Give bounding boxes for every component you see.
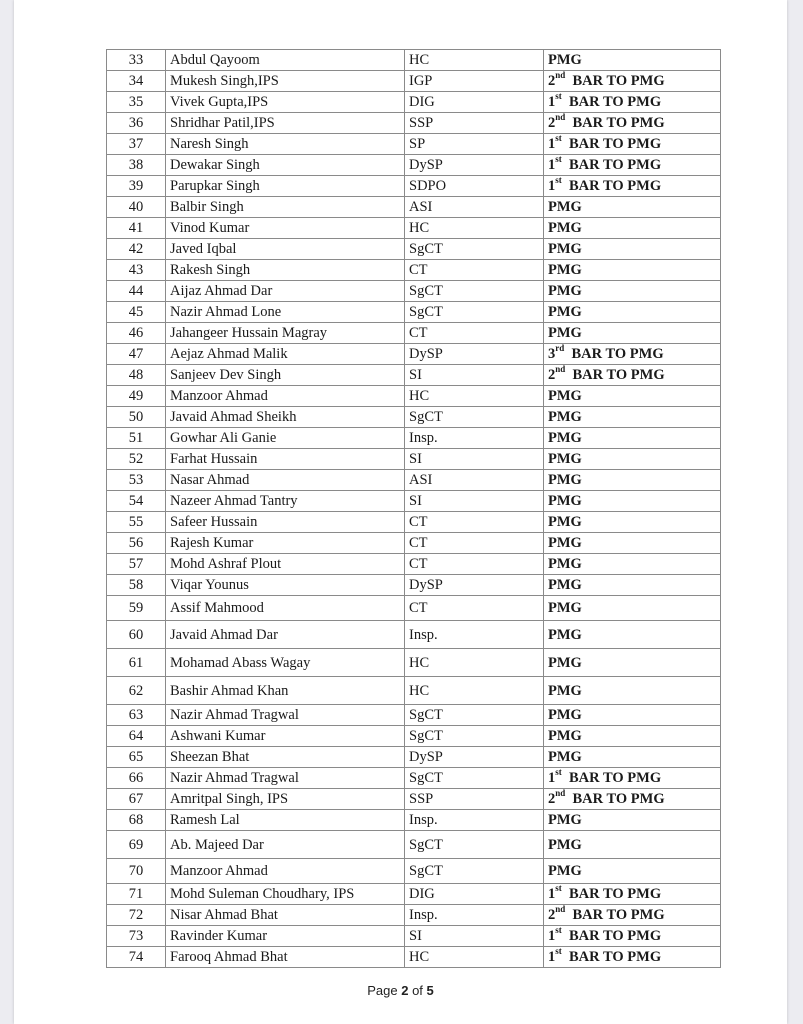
award-text: PMG — [548, 472, 582, 488]
rank-cell: Insp. — [405, 810, 544, 831]
award-text: BAR TO PMG — [569, 949, 662, 965]
name-cell: Bashir Ahmad Khan — [166, 677, 405, 705]
table-row — [107, 554, 721, 575]
serial-number-cell: 68 — [107, 810, 166, 831]
award-text: BAR TO PMG — [569, 770, 662, 786]
table-row — [107, 218, 721, 239]
serial-number-cell: 66 — [107, 768, 166, 789]
name-cell: Vivek Gupta,IPS — [166, 92, 405, 113]
award-cell — [544, 947, 721, 968]
serial-number-cell: 69 — [107, 831, 166, 859]
serial-number-cell: 35 — [107, 92, 166, 113]
award-text: PMG — [548, 493, 582, 509]
rank-cell: SSP — [405, 789, 544, 810]
award-cell — [544, 197, 721, 218]
rank-cell: Insp. — [405, 428, 544, 449]
table-row — [107, 155, 721, 176]
rank-cell: Insp. — [405, 905, 544, 926]
name-cell: Ramesh Lal — [166, 810, 405, 831]
rank-cell: SgCT — [405, 859, 544, 884]
rank-cell: CT — [405, 533, 544, 554]
award-cell — [544, 302, 721, 323]
table-row — [107, 176, 721, 197]
award-text: PMG — [548, 749, 582, 765]
award-text: BAR TO PMG — [569, 928, 662, 944]
serial-number-cell: 72 — [107, 905, 166, 926]
ordinal-suffix: nd — [555, 904, 566, 915]
name-cell: Vinod Kumar — [166, 218, 405, 239]
award-text: PMG — [548, 514, 582, 530]
rank-cell: HC — [405, 677, 544, 705]
serial-number-cell: 53 — [107, 470, 166, 491]
ordinal-number: 1 — [548, 928, 556, 944]
ordinal-number: 2 — [548, 73, 556, 89]
award-cell — [544, 470, 721, 491]
name-cell: Aejaz Ahmad Malik — [166, 344, 405, 365]
award-cell — [544, 428, 721, 449]
page-number — [14, 983, 787, 998]
rank-cell: DIG — [405, 884, 544, 905]
rank-cell: IGP — [405, 71, 544, 92]
table-row — [107, 92, 721, 113]
name-cell: Nazir Ahmad Tragwal — [166, 768, 405, 789]
serial-number-cell: 57 — [107, 554, 166, 575]
name-cell: Dewakar Singh — [166, 155, 405, 176]
table-row — [107, 905, 721, 926]
ordinal-suffix: st — [555, 175, 562, 186]
rank-cell: HC — [405, 386, 544, 407]
table-row — [107, 747, 721, 768]
name-cell: Mohamad Abass Wagay — [166, 649, 405, 677]
name-cell: Ravinder Kumar — [166, 926, 405, 947]
award-cell — [544, 621, 721, 649]
name-cell: Farooq Ahmad Bhat — [166, 947, 405, 968]
serial-number-cell: 48 — [107, 365, 166, 386]
award-cell — [544, 176, 721, 197]
award-text: BAR TO PMG — [572, 115, 665, 131]
rank-cell: DySP — [405, 747, 544, 768]
award-cell — [544, 50, 721, 71]
award-text: PMG — [548, 626, 582, 643]
page-of: of — [412, 983, 423, 998]
award-text: BAR TO PMG — [572, 73, 665, 89]
rank-cell: HC — [405, 50, 544, 71]
table-row — [107, 428, 721, 449]
award-text: PMG — [548, 52, 582, 68]
table-row — [107, 768, 721, 789]
rank-cell: SgCT — [405, 407, 544, 428]
rank-cell: SP — [405, 134, 544, 155]
serial-number-cell: 49 — [107, 386, 166, 407]
name-cell: Nasar Ahmad — [166, 470, 405, 491]
table-row — [107, 449, 721, 470]
award-cell — [544, 789, 721, 810]
award-text: BAR TO PMG — [569, 886, 662, 902]
rank-cell: DySP — [405, 575, 544, 596]
name-cell: Javaid Ahmad Dar — [166, 621, 405, 649]
name-cell: Javaid Ahmad Sheikh — [166, 407, 405, 428]
serial-number-cell: 65 — [107, 747, 166, 768]
name-cell: Assif Mahmood — [166, 596, 405, 621]
rank-cell: SgCT — [405, 726, 544, 747]
award-cell — [544, 831, 721, 859]
rank-cell: SgCT — [405, 831, 544, 859]
serial-number-cell: 39 — [107, 176, 166, 197]
serial-number-cell: 63 — [107, 705, 166, 726]
award-cell — [544, 134, 721, 155]
rank-cell: CT — [405, 260, 544, 281]
table-row — [107, 491, 721, 512]
ordinal-suffix: rd — [555, 343, 565, 354]
name-cell: Nisar Ahmad Bhat — [166, 905, 405, 926]
ordinal-number: 1 — [548, 178, 556, 194]
table-row — [107, 50, 721, 71]
serial-number-cell: 44 — [107, 281, 166, 302]
name-cell: Mukesh Singh,IPS — [166, 71, 405, 92]
award-text: PMG — [548, 241, 582, 257]
name-cell: Farhat Hussain — [166, 449, 405, 470]
serial-number-cell: 61 — [107, 649, 166, 677]
award-text: PMG — [548, 388, 582, 404]
ordinal-suffix: nd — [555, 112, 566, 123]
award-text: BAR TO PMG — [571, 346, 664, 362]
serial-number-cell: 36 — [107, 113, 166, 134]
table-row — [107, 407, 721, 428]
award-text: PMG — [548, 863, 582, 879]
table-row — [107, 621, 721, 649]
serial-number-cell: 70 — [107, 859, 166, 884]
award-cell — [544, 884, 721, 905]
table-row — [107, 533, 721, 554]
page-current: 2 — [401, 983, 409, 998]
award-text: PMG — [548, 836, 582, 853]
ordinal-number: 1 — [548, 770, 556, 786]
serial-number-cell: 41 — [107, 218, 166, 239]
award-cell — [544, 859, 721, 884]
award-text: PMG — [548, 728, 582, 744]
rank-cell: SgCT — [405, 705, 544, 726]
table-row — [107, 344, 721, 365]
name-cell: Mohd Ashraf Plout — [166, 554, 405, 575]
ordinal-number: 1 — [548, 136, 556, 152]
rank-cell: CT — [405, 323, 544, 344]
rank-cell: Insp. — [405, 621, 544, 649]
table-row — [107, 810, 721, 831]
table-row — [107, 197, 721, 218]
rank-cell: CT — [405, 512, 544, 533]
serial-number-cell: 38 — [107, 155, 166, 176]
name-cell: Naresh Singh — [166, 134, 405, 155]
award-cell — [544, 344, 721, 365]
ordinal-suffix: st — [555, 154, 562, 165]
award-text: PMG — [548, 707, 582, 723]
ordinal-suffix: st — [555, 133, 562, 144]
name-cell: Rajesh Kumar — [166, 533, 405, 554]
rank-cell: DySP — [405, 344, 544, 365]
serial-number-cell: 46 — [107, 323, 166, 344]
name-cell: Amritpal Singh, IPS — [166, 789, 405, 810]
serial-number-cell: 55 — [107, 512, 166, 533]
serial-number-cell: 74 — [107, 947, 166, 968]
ordinal-suffix: nd — [555, 70, 566, 81]
award-cell — [544, 533, 721, 554]
table-row — [107, 323, 721, 344]
award-cell — [544, 649, 721, 677]
award-cell — [544, 155, 721, 176]
award-text: PMG — [548, 556, 582, 572]
table-row — [107, 470, 721, 491]
award-text: PMG — [548, 220, 582, 236]
award-cell — [544, 810, 721, 831]
award-cell — [544, 491, 721, 512]
award-text: PMG — [548, 812, 582, 828]
ordinal-suffix: st — [555, 91, 562, 102]
table-row — [107, 726, 721, 747]
name-cell: Rakesh Singh — [166, 260, 405, 281]
table-row — [107, 596, 721, 621]
table-row — [107, 281, 721, 302]
table-row — [107, 677, 721, 705]
award-text: BAR TO PMG — [572, 367, 665, 383]
award-text: PMG — [548, 535, 582, 551]
serial-number-cell: 56 — [107, 533, 166, 554]
rank-cell: SgCT — [405, 768, 544, 789]
table-row — [107, 71, 721, 92]
serial-number-cell: 60 — [107, 621, 166, 649]
awardees-table — [106, 49, 721, 968]
rank-cell: SI — [405, 926, 544, 947]
serial-number-cell: 58 — [107, 575, 166, 596]
award-text: PMG — [548, 199, 582, 215]
serial-number-cell: 43 — [107, 260, 166, 281]
serial-number-cell: 51 — [107, 428, 166, 449]
rank-cell: DIG — [405, 92, 544, 113]
rank-cell: CT — [405, 596, 544, 621]
serial-number-cell: 62 — [107, 677, 166, 705]
serial-number-cell: 33 — [107, 50, 166, 71]
ordinal-number: 2 — [548, 367, 556, 383]
award-cell — [544, 596, 721, 621]
page-total: 5 — [426, 983, 434, 998]
ordinal-number: 1 — [548, 886, 556, 902]
serial-number-cell: 73 — [107, 926, 166, 947]
rank-cell: SSP — [405, 113, 544, 134]
award-cell — [544, 71, 721, 92]
award-text: PMG — [548, 283, 582, 299]
rank-cell: HC — [405, 947, 544, 968]
award-text: BAR TO PMG — [569, 178, 662, 194]
name-cell: Sanjeev Dev Singh — [166, 365, 405, 386]
award-cell — [544, 365, 721, 386]
table-row — [107, 512, 721, 533]
ordinal-suffix: nd — [555, 788, 566, 799]
table-row — [107, 789, 721, 810]
name-cell: Jahangeer Hussain Magray — [166, 323, 405, 344]
award-text: BAR TO PMG — [569, 94, 662, 110]
rank-cell: SgCT — [405, 281, 544, 302]
table-row — [107, 831, 721, 859]
table-row — [107, 947, 721, 968]
award-text: BAR TO PMG — [569, 136, 662, 152]
name-cell: Parupkar Singh — [166, 176, 405, 197]
ordinal-number: 2 — [548, 907, 556, 923]
serial-number-cell: 40 — [107, 197, 166, 218]
name-cell: Aijaz Ahmad Dar — [166, 281, 405, 302]
award-text: PMG — [548, 325, 582, 341]
serial-number-cell: 71 — [107, 884, 166, 905]
table-row — [107, 575, 721, 596]
award-cell — [544, 92, 721, 113]
award-cell — [544, 747, 721, 768]
serial-number-cell: 42 — [107, 239, 166, 260]
award-text: PMG — [548, 262, 582, 278]
table-row — [107, 260, 721, 281]
name-cell: Sheezan Bhat — [166, 747, 405, 768]
name-cell: Mohd Suleman Choudhary, IPS — [166, 884, 405, 905]
name-cell: Nazeer Ahmad Tantry — [166, 491, 405, 512]
rank-cell: SgCT — [405, 302, 544, 323]
name-cell: Nazir Ahmad Tragwal — [166, 705, 405, 726]
rank-cell: DySP — [405, 155, 544, 176]
table-row — [107, 649, 721, 677]
award-cell — [544, 926, 721, 947]
award-cell — [544, 218, 721, 239]
table-row — [107, 239, 721, 260]
award-text: PMG — [548, 682, 582, 699]
award-cell — [544, 281, 721, 302]
award-cell — [544, 407, 721, 428]
table-row — [107, 705, 721, 726]
award-cell — [544, 575, 721, 596]
ordinal-suffix: nd — [555, 364, 566, 375]
award-text: PMG — [548, 409, 582, 425]
award-cell — [544, 323, 721, 344]
serial-number-cell: 47 — [107, 344, 166, 365]
table-row — [107, 859, 721, 884]
rank-cell: CT — [405, 554, 544, 575]
name-cell: Balbir Singh — [166, 197, 405, 218]
rank-cell: SI — [405, 491, 544, 512]
rank-cell: HC — [405, 649, 544, 677]
award-text: PMG — [548, 577, 582, 593]
name-cell: Viqar Younus — [166, 575, 405, 596]
serial-number-cell: 50 — [107, 407, 166, 428]
serial-number-cell: 37 — [107, 134, 166, 155]
award-text: PMG — [548, 451, 582, 467]
award-cell — [544, 386, 721, 407]
table-row — [107, 884, 721, 905]
award-cell — [544, 260, 721, 281]
rank-cell: SDPO — [405, 176, 544, 197]
ordinal-number: 2 — [548, 115, 556, 131]
name-cell: Nazir Ahmad Lone — [166, 302, 405, 323]
ordinal-suffix: st — [555, 767, 562, 778]
serial-number-cell: 34 — [107, 71, 166, 92]
award-text: BAR TO PMG — [572, 907, 665, 923]
award-text: PMG — [548, 430, 582, 446]
award-cell — [544, 554, 721, 575]
serial-number-cell: 67 — [107, 789, 166, 810]
ordinal-number: 1 — [548, 949, 556, 965]
award-cell — [544, 726, 721, 747]
award-text: BAR TO PMG — [572, 791, 665, 807]
award-text: PMG — [548, 304, 582, 320]
award-cell — [544, 677, 721, 705]
award-cell — [544, 239, 721, 260]
ordinal-suffix: st — [555, 946, 562, 957]
rank-cell: ASI — [405, 470, 544, 491]
document-page — [14, 0, 787, 1024]
name-cell: Abdul Qayoom — [166, 50, 405, 71]
serial-number-cell: 59 — [107, 596, 166, 621]
ordinal-suffix: st — [555, 925, 562, 936]
table-row — [107, 365, 721, 386]
name-cell: Gowhar Ali Ganie — [166, 428, 405, 449]
serial-number-cell: 64 — [107, 726, 166, 747]
table-row — [107, 386, 721, 407]
name-cell: Javed Iqbal — [166, 239, 405, 260]
ordinal-suffix: st — [555, 883, 562, 894]
serial-number-cell: 52 — [107, 449, 166, 470]
rank-cell: SgCT — [405, 239, 544, 260]
serial-number-cell: 54 — [107, 491, 166, 512]
rank-cell: HC — [405, 218, 544, 239]
table-row — [107, 926, 721, 947]
award-cell — [544, 449, 721, 470]
award-cell — [544, 113, 721, 134]
award-cell — [544, 512, 721, 533]
name-cell: Shridhar Patil,IPS — [166, 113, 405, 134]
ordinal-number: 3 — [548, 346, 556, 362]
name-cell: Ab. Majeed Dar — [166, 831, 405, 859]
award-cell — [544, 905, 721, 926]
rank-cell: SI — [405, 449, 544, 470]
award-cell — [544, 768, 721, 789]
awardees-table-body — [107, 50, 721, 968]
ordinal-number: 2 — [548, 791, 556, 807]
serial-number-cell: 45 — [107, 302, 166, 323]
ordinal-number: 1 — [548, 157, 556, 173]
rank-cell: ASI — [405, 197, 544, 218]
award-cell — [544, 705, 721, 726]
table-row — [107, 113, 721, 134]
page-label: Page — [367, 983, 398, 998]
name-cell: Ashwani Kumar — [166, 726, 405, 747]
name-cell: Manzoor Ahmad — [166, 386, 405, 407]
name-cell: Safeer Hussain — [166, 512, 405, 533]
award-text: PMG — [548, 654, 582, 671]
award-text: BAR TO PMG — [569, 157, 662, 173]
table-row — [107, 134, 721, 155]
ordinal-number: 1 — [548, 94, 556, 110]
name-cell: Manzoor Ahmad — [166, 859, 405, 884]
award-text: PMG — [548, 600, 582, 616]
table-row — [107, 302, 721, 323]
rank-cell: SI — [405, 365, 544, 386]
